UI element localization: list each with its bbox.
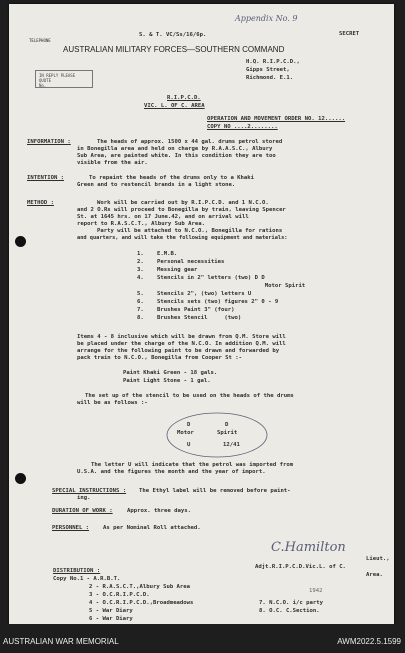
- stencil-date: 12/41: [223, 442, 240, 448]
- equipment-number: 6.: [137, 299, 144, 305]
- appendix-note: Appendix No. 9: [235, 14, 298, 23]
- letter-u-line-1: The letter U will indicate that the petrol was imported from: [91, 462, 294, 468]
- archive-name: AUSTRALIAN WAR MEMORIAL: [3, 637, 119, 646]
- items-line-2: be placed under the charge of the N.C.O. In addition Q.M. will: [77, 341, 286, 347]
- equipment-item: Brushes Paint 3" (four): [157, 307, 235, 313]
- signatory-area: Area.: [366, 572, 383, 578]
- information-line-4: visible from the air.: [77, 160, 148, 166]
- address-line-2: Gipps Street,: [246, 67, 290, 73]
- equipment-number: 1.: [137, 251, 144, 257]
- special-instructions-line-1: The Ethyl label will be removed before paint-: [139, 488, 291, 494]
- distribution-left-1: Copy No.1 - A.R.B.T.: [53, 576, 121, 582]
- equipment-item: Personal necessities: [157, 259, 225, 265]
- method-line-1: Work will be carried out by R.I.P.C.D. and 1 N.C.O.: [97, 200, 269, 206]
- secret-mark: SECRET: [339, 31, 360, 37]
- stencil-letter-d-right: D: [225, 422, 229, 428]
- setup-line-2: will be as follows :-: [77, 400, 148, 406]
- signatory-rank: Lieut.,: [366, 556, 390, 562]
- intention-label: INTENTION :: [27, 175, 65, 181]
- punch-hole-top: [15, 236, 26, 247]
- reference-number: S. & T. VC/Ss/16/6p.: [139, 32, 207, 38]
- method-line-3: St. at 1645 hrs. on 17 June.42, and on arrival will: [77, 214, 249, 220]
- method-line-4: report to R.A.S.C.T., Albury Sub Area.: [77, 221, 205, 227]
- method-label: METHOD :: [27, 200, 54, 206]
- signature: C.Hamilton: [271, 540, 346, 555]
- equipment-number: 3.: [137, 267, 144, 273]
- equipment-number: 2.: [137, 259, 144, 265]
- equipment-item: Brushes Stencil (two): [157, 315, 242, 321]
- equipment-item: Stencils 2", (two) letters U: [157, 291, 252, 297]
- distribution-left-6: 6 - War Diary: [89, 616, 133, 622]
- archive-footer: [0, 624, 405, 653]
- stencil-word-motor: Motor: [177, 430, 194, 436]
- distribution-left-2: 2 - R.A.S.C.T.,Albury Sub Area: [89, 584, 191, 590]
- duration-value: Approx. three days.: [127, 508, 191, 514]
- personnel-value: As per Nominal Roll attached.: [103, 525, 201, 531]
- information-line-1: The heads of approx. 1500 x 44 gal. drums petrol stored: [97, 139, 283, 145]
- equipment-item: Motor Spirit: [157, 283, 306, 289]
- duration-label: DURATION OF WORK :: [52, 508, 113, 514]
- unit-name: R.I.P.C.D.: [167, 95, 201, 101]
- equipment-item: Stencils in 2" letters (two) D D: [157, 275, 265, 281]
- area-name: VIC. L. OF C. AREA: [144, 103, 205, 109]
- method-line-2: and 2 O.Rs will proceed to Bonegilla by train, leaving Spencer: [77, 207, 286, 213]
- reply-quote-number: No.: [39, 83, 47, 88]
- letter-u-line-2: U.S.A. and the figures the month and the year of import.: [77, 469, 266, 475]
- items-line-3: arrange for the following paint to be drawn and forwarded by: [77, 348, 280, 354]
- equipment-item: E.M.B.: [157, 251, 178, 257]
- equipment-number: 5.: [137, 291, 144, 297]
- copy-number: COPY NO ....2........: [207, 124, 278, 130]
- reply-quote-label: IN REPLY PLEASE QUOTE: [39, 73, 76, 83]
- items-line-1: Items 4 - 8 inclusive which will be drawn from Q.M. Store will: [77, 334, 286, 340]
- stencil-word-spirit: Spirit: [217, 430, 238, 436]
- signatory-appointment: Adjt.R.I.P.C.D.Vic.L. of C.: [255, 564, 346, 570]
- equipment-number: 4.: [137, 275, 144, 281]
- telephone-label: TELEPHONE: [29, 38, 51, 43]
- order-title: OPERATION AND MOVEMENT ORDER NO. 12......: [207, 116, 346, 122]
- distribution-left-5: 5 - War Diary: [89, 608, 133, 614]
- address-line-1: H.Q. R.I.P.C.D.,: [246, 59, 300, 65]
- punch-hole-bottom: [15, 473, 26, 484]
- setup-line-1: The set up of the stencil to be used on the heads of the drums: [85, 393, 294, 399]
- letterhead-title: AUSTRALIAN MILITARY FORCES—SOUTHERN COMMAND: [63, 45, 285, 54]
- stencil-letter-d-left: D: [187, 422, 191, 428]
- distribution-left-4: 4 - O.C.R.I.P.C.D.,Broadmeadows: [89, 600, 194, 606]
- information-line-3: Sub Area, are painted white. In this condition they are too: [77, 153, 276, 159]
- distribution-right-2: 8. O.C. C.Section.: [259, 608, 320, 614]
- reply-quote-box: [35, 70, 93, 88]
- paint-line-1: Paint Khaki Green - 18 gals.: [123, 370, 218, 376]
- equipment-item: Stencils sets (two) figures 2" 0 - 9: [157, 299, 279, 305]
- method-line-5: Party will be attached to N.C.O., Bonegilla for rations: [97, 228, 283, 234]
- method-line-6: and quarters, and will take the following equipment and materials:: [77, 235, 288, 241]
- distribution-left-3: 3 - O.C.R.I.P.C.D.: [89, 592, 150, 598]
- paint-line-2: Paint Light Stone - 1 gal.: [123, 378, 211, 384]
- information-label: INFORMATION :: [27, 139, 71, 145]
- special-instructions-line-2: ing.: [77, 495, 91, 501]
- intention-line-2: Green and to restencil brands in a light stone.: [77, 182, 236, 188]
- equipment-number: 8.: [137, 315, 144, 321]
- distribution-right-1: 7. N.C.O. i/c party: [259, 600, 323, 606]
- equipment-item: Messing gear: [157, 267, 198, 273]
- archive-reference: AWM2022.5.1599: [337, 637, 401, 646]
- personnel-label: PERSONNEL :: [52, 525, 90, 531]
- equipment-number: 7.: [137, 307, 144, 313]
- address-line-3: Richmond. E.1.: [246, 75, 294, 81]
- stencil-letter-u: U: [187, 442, 191, 448]
- document-page: [9, 4, 394, 624]
- intention-line-1: To repaint the heads of the drums only to a Khaki: [89, 175, 255, 181]
- special-instructions-label: SPECIAL INSTRUCTIONS :: [52, 488, 127, 494]
- information-line-2: in Bonegilla area and held on charge by R.A.A.S.C., Albury: [77, 146, 273, 152]
- distribution-label: DISTRIBUTION :: [53, 568, 101, 574]
- items-line-4: pack train to N.C.O., Bonegilla from Cooper St :-: [77, 355, 243, 361]
- date-stamp: 1942: [309, 588, 323, 594]
